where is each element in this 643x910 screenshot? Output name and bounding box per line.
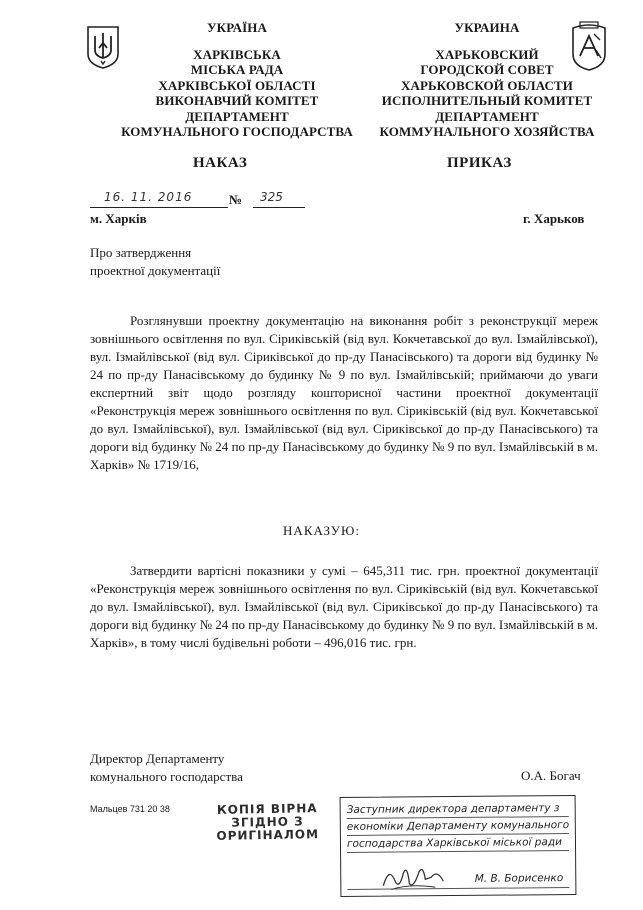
handwritten-signature (379, 859, 449, 894)
org-line: ВИКОНАВЧИЙ КОМІТЕТ (155, 93, 319, 108)
copy-certified-stamp (205, 802, 331, 843)
preamble-paragraph (90, 312, 598, 474)
certification-stamp (340, 795, 577, 897)
org-line: КОММУНАЛЬНОГО ХОЗЯЙСТВА (379, 124, 595, 139)
date-underline (90, 207, 228, 208)
cert-signer-name: М. В. Борисенко (474, 872, 564, 885)
org-line: ХАРКІВСЬКОЇ ОБЛАСТІ (158, 77, 316, 93)
order-paragraph (90, 562, 598, 652)
number-sign: № (229, 192, 243, 207)
doc-type-ru: ПРИКАЗ (447, 155, 512, 171)
handwritten-date: 16. 11. 2016 (104, 190, 193, 204)
preamble-text: Розглянувши проектну документацію на виконання робіт з реконструкції мереж зовнішнього освітлення по вул. Сіриківській (від вул. Кокчетавської до вул. Ізмайлівської), вул. Ізмайлівської (від вул. Сіриківської до пр-ду Панасівського) та дороги від будинку № 24 по пр-ду Панасівському до будинку № 9 по вул. Ізмайлівській; приймаючи до уваги експертний звіт щодо розгляду кошторисної частини проектної документації «Реконструкція мереж зовнішнього освітлення по вул. Сіриківській (від вул. Кокчетавської до вул. Ізмайлівської), вул. Ізмайлівської (від вул. Сіриківської до пр-ду Панасівського) та дороги від будинку № 24 по пр-ду Панасівському до будинку № 9 по вул. Ізмайлівській в м. Харків» № 1719/16, (90, 313, 598, 472)
signatory-title-line: комунального господарства (90, 769, 243, 784)
org-line: ДЕПАРТАМЕНТ (185, 108, 289, 124)
org-line: ДЕПАРТАМЕНТ (435, 108, 539, 124)
org-line: ИСПОЛНИТЕЛЬНЫЙ КОМИТЕТ (381, 93, 593, 108)
org-line: ХАРКІВСЬКА (193, 46, 281, 62)
stamp-line: ЗГІДНО З (231, 814, 304, 830)
signatory-title (90, 750, 243, 786)
handwritten-number: 325 (260, 190, 283, 204)
signatory-name: О.А. Богач (521, 768, 581, 783)
org-line: КОМУНАЛЬНОГО ГОСПОДАРСТВА (121, 124, 353, 139)
org-line: ХАРЬКОВСКОЙ ОБЛАСТИ (400, 77, 574, 93)
subject (90, 244, 220, 280)
cert-line: економіки Департаменту комунального (347, 817, 569, 836)
doc-type-uk: НАКАЗ (193, 155, 248, 171)
signatory-title-line: Директор Департаменту (90, 751, 225, 766)
subject-line: проектної документації (90, 263, 221, 278)
number-underline (253, 207, 305, 208)
header-right (372, 20, 602, 140)
org-line: МІСЬКА РАДА (190, 62, 284, 77)
country-name-ru: УКРАИНА (454, 20, 520, 35)
city-ru: г. Харьков (523, 211, 585, 226)
org-line: ХАРЬКОВСКИЙ (435, 46, 539, 62)
org-line: ГОРОДСКОЙ СОВЕТ (420, 62, 554, 77)
order-word: НАКАЗУЮ: (283, 523, 360, 538)
country-name-uk: УКРАЇНА (207, 20, 267, 35)
cert-line: господарства Харківської міської ради (347, 834, 569, 853)
stamp-line: КОПІЯ ВІРНА (216, 801, 318, 817)
city-uk: м. Харків (90, 211, 147, 226)
header-left (112, 20, 362, 140)
executor-info: Мальцев 731 20 38 (90, 804, 170, 814)
subject-line: Про затвердження (90, 245, 192, 260)
stamp-line: ОРИГІНАЛОМ (216, 827, 320, 843)
order-text: Затвердити вартісні показники у сумі – 645,311 тис. грн. проектної документації «Реконструкція мереж зовнішнього освітлення по вул. Сіриківській (від вул. Кокчетавської до вул. Ізмайлівської), вул. Ізмайлівської (від вул. Сіриківської до пр-ду Панасівського) та дороги від будинку № 24 по пр-ду Панасівському до будинку № 9 по вул. Ізмайлівській в м. Харків», в тому числі будівельні роботи – 496,016 тис. грн. (90, 563, 598, 650)
cert-line: Заступник директора департаменту з (347, 800, 569, 819)
registration-line (90, 190, 320, 212)
